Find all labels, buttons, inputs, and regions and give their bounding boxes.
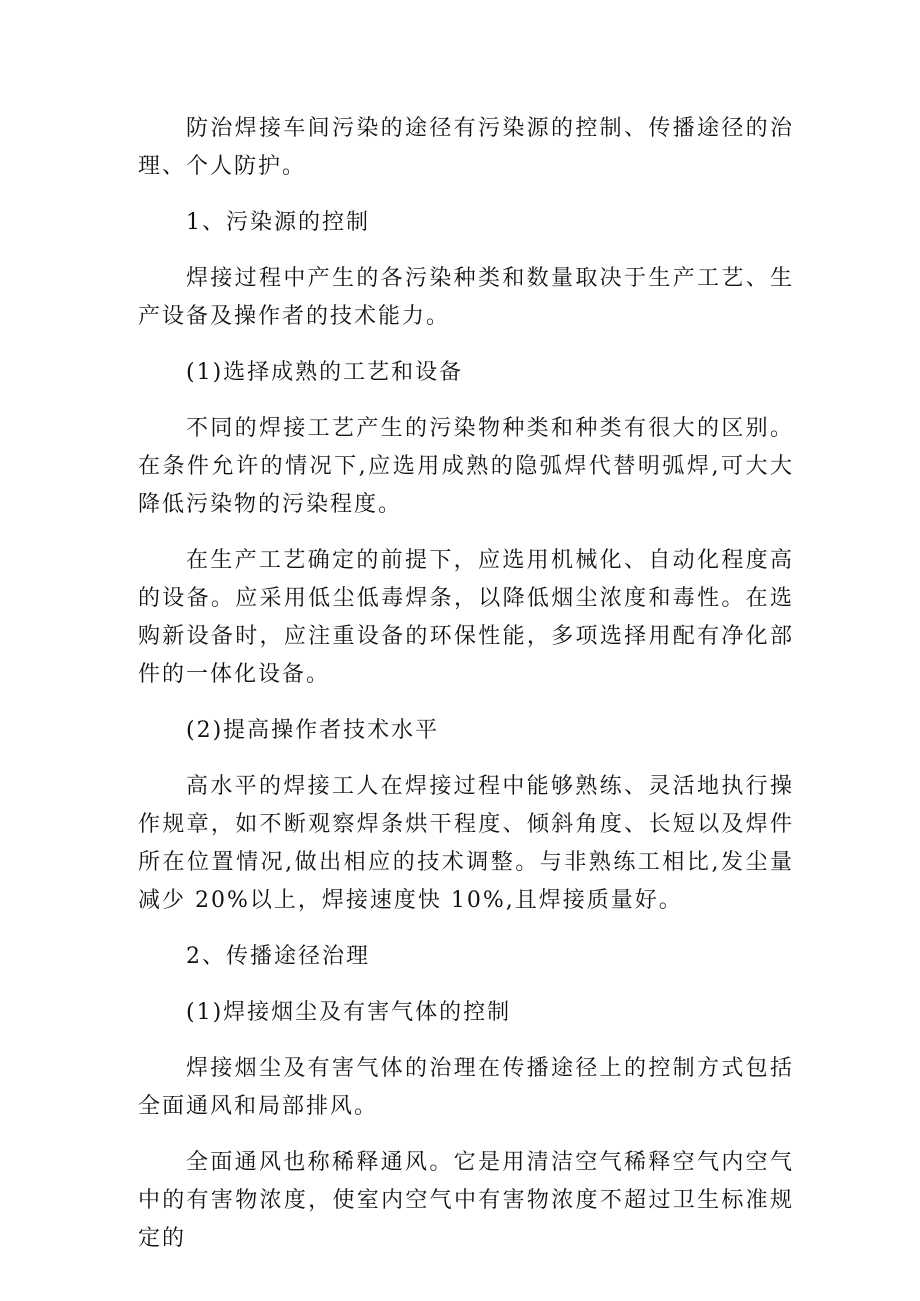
paragraph-intro: 防治焊接车间污染的途径有污染源的控制、传播途径的治理、个人防护。: [138, 116, 794, 179]
paragraph-equipment-selection: 在生产工艺确定的前提下，应选用机械化、自动化程度高的设备。应采用低尘低毒焊条，以降低烟尘浓度和毒性。在选购新设备时，应注重设备的环保性能，多项选择用配有净化部件的一体化设备。: [138, 548, 794, 687]
paragraph-process-difference: 不同的焊接工艺产生的污染物种类和种类有很大的区别。在条件允许的情况下,应选用成熟的隐弧焊代替明弧焊,可大大降低污染物的污染程度。: [138, 416, 794, 517]
subsection-heading-2-1: (1)焊接烟尘及有害气体的控制: [186, 1000, 512, 1025]
subsection-heading-1-1: (1)选择成熟的工艺和设备: [186, 360, 464, 385]
paragraph-operator-skill: 高水平的焊接工人在焊接过程中能够熟练、灵活地执行操作规章，如不断观察焊条烘干程度、倾斜角度、长短以及焊件所在位置情况,做出相应的技术调整。与非熟练工相比,发尘量减少 20%以上，焊接速度快 10%,且焊接质量好。: [138, 774, 794, 913]
document-body: [138, 110, 794, 1276]
section-heading-2: 2、传播途径治理: [186, 944, 370, 969]
section-heading-1: 1、污染源的控制: [186, 210, 370, 235]
subsection-heading-1-2: (2)提高操作者技术水平: [186, 718, 440, 743]
paragraph-pollution-source: 焊接过程中产生的各污染种类和数量取决于生产工艺、生产设备及操作者的技术能力。: [138, 266, 794, 329]
paragraph-ventilation-methods: 焊接烟尘及有害气体的治理在传播途径上的控制方式包括全面通风和局部排风。: [138, 1056, 794, 1119]
paragraph-general-ventilation: 全面通风也称稀释通风。它是用清洁空气稀释空气内空气中的有害物浓度，使室内空气中有害物浓度不超过卫生标准规定的: [138, 1150, 794, 1251]
